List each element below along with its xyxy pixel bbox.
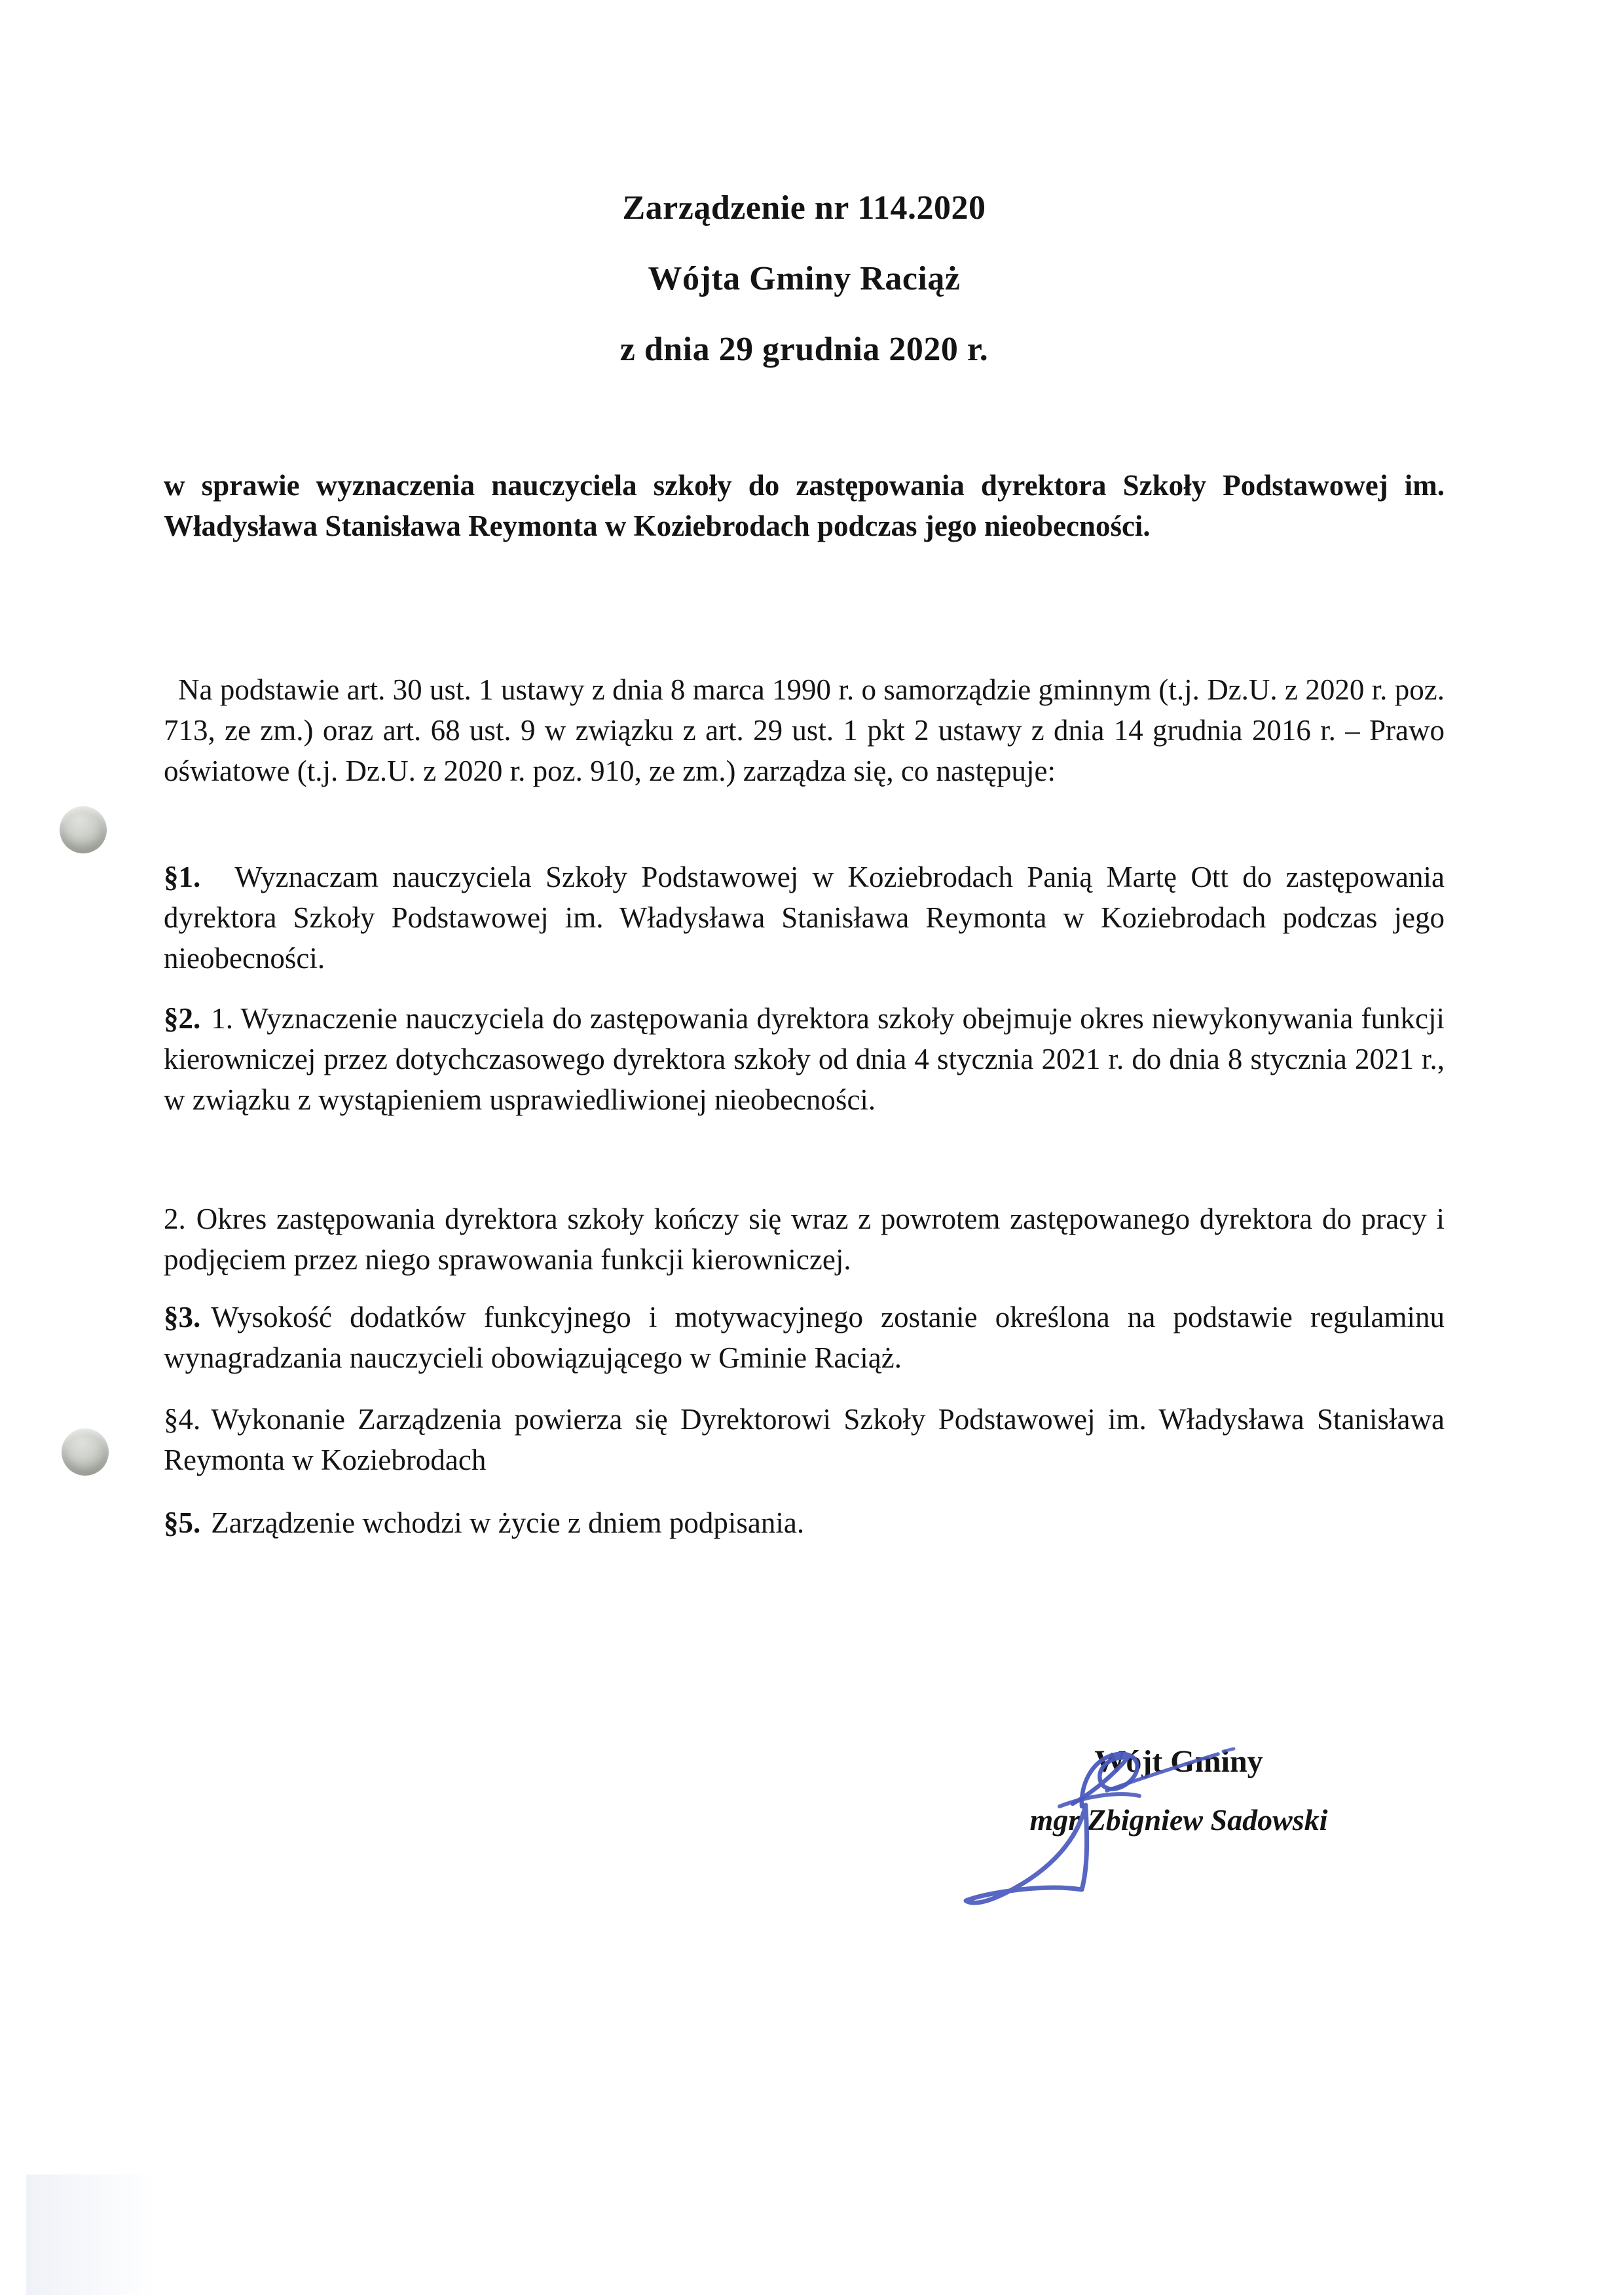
scan-shading-artifact bbox=[26, 2174, 157, 2295]
paragraph-2-point-2-text: Okres zastępowania dyrektora szkoły kończy się wraz z powrotem zastępowanego dyrektora do pracy i podjęciem przez niego sprawowania funkcji kierowniczej. bbox=[164, 1203, 1445, 1276]
legal-preamble: Na podstawie art. 30 ust. 1 ustawy z dnia 8 marca 1990 r. o samorządzie gminnym (t.j. Dz.U. z 2020 r. poz. 713, ze zm.) oraz art. 68 ust. 9 w związku z art. 29 ust. 1 pkt 2 ustawy z dnia 14 grudnia 2016 r. – Prawo oświatowe (t.j. Dz.U. z 2020 r. poz. 910, ze zm.) zarządza się, co następuje: bbox=[164, 673, 1445, 787]
paragraph-3-marker: §3. bbox=[164, 1301, 201, 1334]
paragraph-3 bbox=[164, 1297, 1445, 1378]
document-title-date: z dnia 29 grudnia 2020 r. bbox=[619, 331, 989, 368]
paragraph-4-marker: §4. bbox=[164, 1403, 201, 1436]
paragraph-3-text: Wysokość dodatków funkcyjnego i motywacyjnego zostanie określona na podstawie regulaminu wynagradzania nauczycieli obowiązującego w Gminie Raciąż. bbox=[164, 1301, 1445, 1374]
paragraph-2-marker: §2. bbox=[164, 1002, 201, 1035]
paragraph-5-marker: §5. bbox=[164, 1506, 201, 1539]
hole-punch-mark-bottom bbox=[62, 1428, 109, 1476]
document-subject: w sprawie wyznaczenia nauczyciela szkoły do zastępowania dyrektora Szkoły Podstawowej im. Władysława Stanisława Reymonta w Koziebrodach podczas jego nieobecności. bbox=[164, 469, 1445, 542]
document-title-number: Zarządzenie nr 114.2020 bbox=[622, 189, 986, 227]
paragraph-4 bbox=[164, 1399, 1445, 1480]
signature-role: Wójt Gminy bbox=[1094, 1744, 1263, 1779]
paragraph-2-point-2-marker: 2. bbox=[164, 1203, 186, 1235]
paragraph-2-point-2 bbox=[164, 1199, 1445, 1280]
paragraph-2 bbox=[164, 998, 1445, 1120]
paragraph-1-text: Wyznaczam nauczyciela Szkoły Podstawowej w Koziebrodach Panią Martę Ott do zastępowania dyrektora Szkoły Podstawowej im. Władysława Stanisława Reymonta w Koziebrodach podczas jego nieobecności. bbox=[164, 861, 1445, 975]
paragraph-4-text: Wykonanie Zarządzenia powierza się Dyrektorowi Szkoły Podstawowej im. Władysława Stanisława Reymonta w Koziebrodach bbox=[164, 1403, 1445, 1476]
handwritten-signature-ink bbox=[943, 1728, 1270, 1924]
paragraph-1-marker: §1. bbox=[164, 861, 201, 893]
paragraph-5-text: Zarządzenie wchodzi w życie z dniem podpisania. bbox=[211, 1506, 805, 1539]
document-title-authority: Wójta Gminy Raciąż bbox=[648, 260, 961, 297]
signature-name: mgr Zbigniew Sadowski bbox=[1029, 1803, 1328, 1837]
paragraph-2-text: 1. Wyznaczenie nauczyciela do zastępowania dyrektora szkoły obejmuje okres niewykonywania funkcji kierowniczej przez dotychczasowego dyrektora szkoły od dnia 4 stycznia 2021 r. do dnia 8 stycznia 2021 r., w związku z wystąpieniem usprawiedliwionej nieobecności. bbox=[164, 1002, 1445, 1116]
paragraph-5 bbox=[164, 1502, 1445, 1543]
paragraph-1 bbox=[164, 857, 1445, 979]
hole-punch-mark-top bbox=[60, 806, 107, 853]
